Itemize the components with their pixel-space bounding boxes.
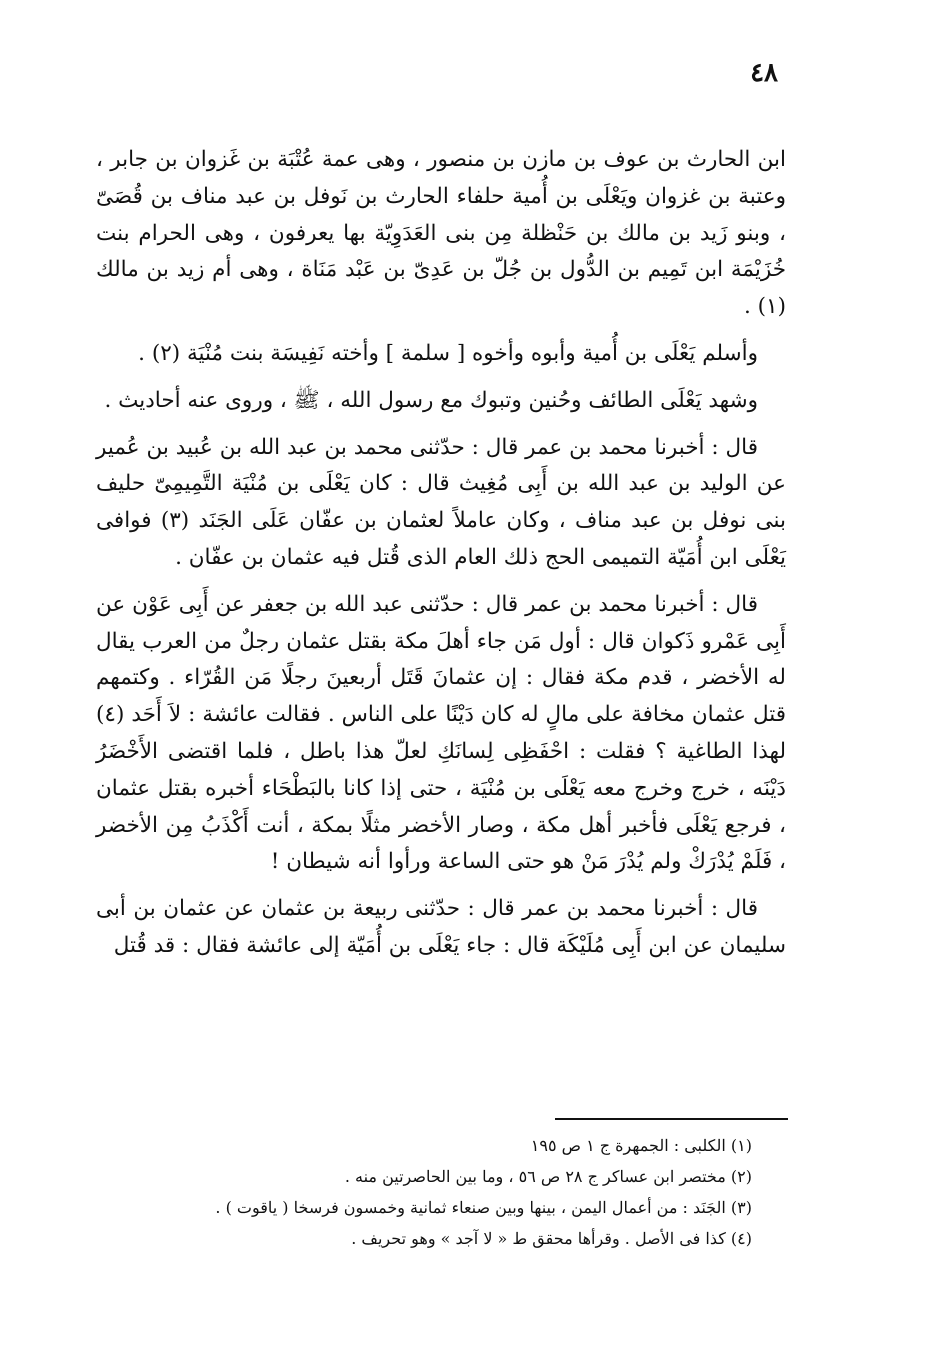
footnote-4: (٤) كذا فى الأصل . وقرأها محقق ط « لا آجد » وهو تحريف . (351, 1229, 752, 1248)
paragraph-3: وشهد يَعْلَى الطائف وحُنين وتبوك مع رسول الله ، ﷺ ، وروى عنه أحاديث . (104, 387, 758, 413)
footnotes (120, 1130, 752, 1254)
footnote-1: (١) الكلبى : الجمهرة ج ١ ص ١٩٥ (530, 1136, 752, 1155)
footnote-3: (٣) الجَنَد : من أعمال اليمن ، بينها وبين صنعاء ثمانية وخمسون فرسخا ( ياقوت ) . (215, 1198, 752, 1217)
paragraph-4: قال : أخبرنا محمد بن عمر قال : حدّثنى محمد بن عبد الله بن عُبيد بن عُمير عن الوليد بن عبد الله بن أَبِى مُغِيث قال : كان يَعْلَى بن مُنْيَة التَّمِيمِىّ حليف بنى نوفل بن عبد مناف ، وكان عاملاً لعثمان بن عفّان عَلَى الجَنَد (٣) فوافى يَعْلَى ابن أُمَيّة التميمى الحج ذلك العام الذى قُتل فيه عثمان بن عفّان . (96, 434, 786, 570)
paragraph-6: قال : أخبرنا محمد بن عمر قال : حدّثنى ربيعة بن عثمان عن عثمان بن أبى سليمان عن ابن أَبِى مُلَيْكَة قال : جاء يَعْلَى بن أُمَيّة إلى عائشة فقال : قد قُتل (96, 896, 786, 958)
page-number: ٤٨ (750, 58, 778, 88)
paragraph-2: وأسلم يَعْلَى بن أُمية وأبوه وأخوه [ سلمة ] وأخته نَفِيسَة بنت مُنْيَة (٢) . (138, 340, 758, 366)
paragraph-5: قال : أخبرنا محمد بن عمر قال : حدّثنى عبد الله بن جعفر عن أَبِى عَوْن عن أَبِى عَمْرو ذَكوان قال : أول مَن جاء أهلَ مكة بقتل عثمان رجلٌ من العرب يقال له الأخضر ، قدم مكة فقال : إن عثمانَ قَتَل أربعينَ رجلًا مَن القُرّاء . وكتمهم قتل عثمان مخافة على مالٍ له كان دَيْنًا على الناس . فقالت عائشة : لاَ أَحَد (٤) لهذا الطاغية ؟ فقلت : احْفَظِى لِسانَكِ لعلّ هذا باطل ، فلما اقتضى الأَخْضَرُ دَيْنَه ، خرج وخرج معه يَعْلَى بن مُنْيَة ، حتى إذا كانا بالبَطْحَاء أخبره بقتل عثمان ، فرجع يَعْلَى فأخبر أهل مكة ، وصار الأخضر مثلًا بمكة ، أنت أَكْذَبُ مِن الأخضر ، فَلَمْ يُدْرَكْ ولم يُدْرَ مَنْ هو حتى الساعة ورأوا أنه شيطان ! (96, 591, 786, 875)
paragraph-1: ابن الحارث بن عوف بن مازن بن منصور ، وهى عمة عُتْبَة بن غَزوان بن جابر ، وعتبة بن غزوان ويَعْلَى بن أُمية حلفاء الحارث بن نَوفل بن عبد مناف بن قُصَىّ ، وبنو زَيد بن مالك بن حَنْظلة مِن بنى العَدَوِيّة بها يعرفون ، وهى الحرام بنت خُزَيْمَة ابن تَمِيم بن الدُّول بن جُلّ بن عَدِىّ بن عَبْد مَنَاة ، وهى أم زيد بن مالك (١) . (96, 147, 786, 320)
footnote-divider (555, 1118, 788, 1120)
body-text (96, 142, 786, 975)
footnote-2: (٢) مختصر ابن عساكر ج ٢٨ ص ٥٦ ، وما بين الحاصرتين منه . (344, 1167, 752, 1186)
